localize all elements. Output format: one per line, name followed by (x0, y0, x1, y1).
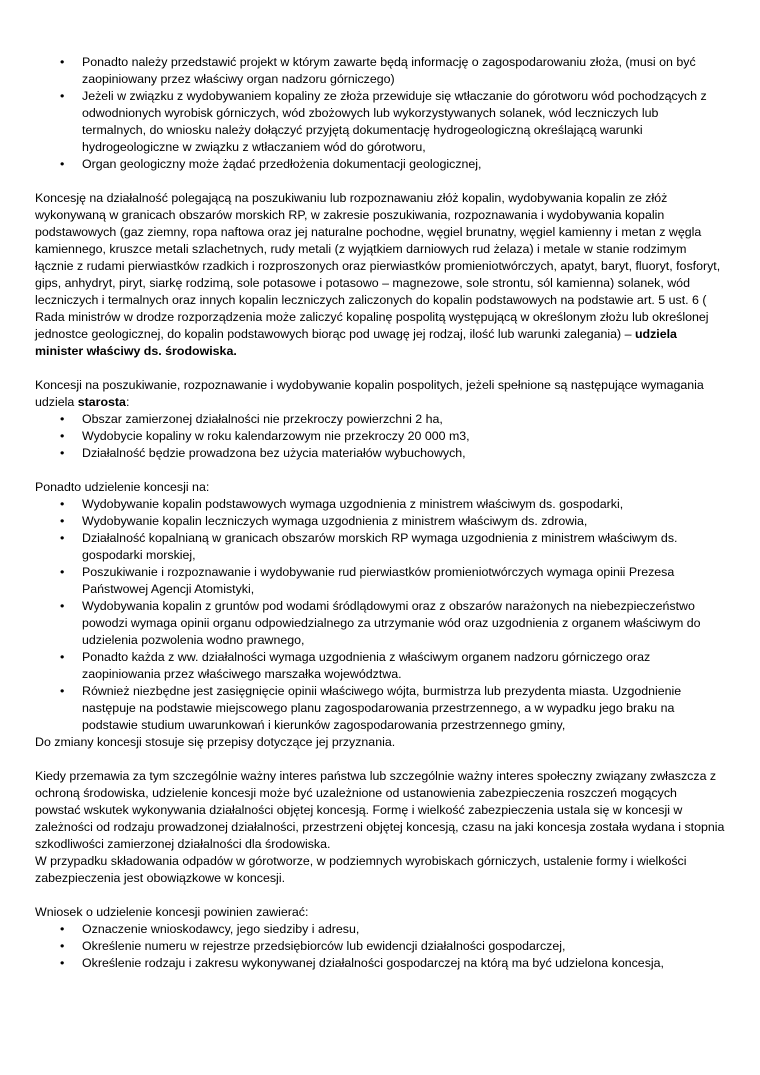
list-item (35, 649, 725, 683)
list-item (35, 428, 725, 445)
list-item-text: Ponadto należy przedstawić projekt w którym zawarte będą informację o zagospodarowaniu złoża, (musi on być zaopiniowany przez właściwy organ nadzoru górniczego) (82, 55, 696, 86)
bullet-icon: • (60, 429, 65, 443)
list-item (35, 496, 725, 513)
list-item-text: Poszukiwanie i rozpoznawanie i wydobywanie rud pierwiastków promieniotwórczych wymaga opinii Prezesa Państwowej Agencji Atomistyki, (82, 565, 675, 596)
list-item (35, 156, 725, 173)
list-item-text: Oznaczenie wnioskodawcy, jego siedziby i adresu, (82, 922, 360, 936)
ponadto-list (35, 496, 725, 734)
list-item (35, 564, 725, 598)
paragraph-starosta (35, 377, 725, 411)
paragraph-bold-text: udziela minister właściwy ds. środowiska. (35, 327, 677, 358)
list-item-text: Określenie numeru w rejestrze przedsiębiorców lub ewidencji działalności gospodarczej, (82, 939, 566, 953)
bullet-icon: • (60, 514, 65, 528)
intro-list (35, 54, 725, 173)
spacer (35, 173, 725, 190)
paragraph-text: Koncesji na poszukiwanie, rozpoznawanie i wydobywanie kopalin pospolitych, jeżeli spełnione są następujące wymagania udziela (35, 378, 704, 409)
spacer (35, 462, 725, 479)
bullet-icon: • (60, 956, 65, 970)
bullet-icon: • (60, 531, 65, 545)
list-item-text: Określenie rodzaju i zakresu wykonywanej działalności gospodarczej na którą ma być udzielona koncesja, (82, 956, 664, 970)
bullet-icon: • (60, 157, 65, 171)
list-item-text: Wydobywanie kopalin podstawowych wymaga uzgodnienia z ministrem właściwym ds. gospodarki, (82, 497, 624, 511)
list-item-text: Działalność kopalnianą w granicach obszarów morskich RP wymaga uzgodnienia z ministrem właściwym ds. gospodarki morskiej, (82, 531, 678, 562)
list-item-text: Wydobycie kopaliny w roku kalendarzowym nie przekroczy 20 000 m3, (82, 429, 470, 443)
list-item (35, 530, 725, 564)
list-item (35, 411, 725, 428)
spacer (35, 360, 725, 377)
spacer (35, 887, 725, 904)
list-item-text: Wydobywanie kopalin leczniczych wymaga uzgodnienia z ministrem właściwym ds. zdrowia, (82, 514, 588, 528)
paragraph-przypadku: W przypadku składowania odpadów w górotworze, w podziemnych wyrobiskach górniczych, ustalenie formy i wielkości zabezpieczenia jest obowiązkowe w koncesji. (35, 854, 687, 885)
list-item-text: Również niezbędne jest zasięgnięcie opinii właściwego wójta, burmistrza lub prezydenta miasta. Uzgodnienie następuje na podstawie miejscowego planu zagospodarowania przestrzennego, a w wypadku jego braku na podstawie studium uwarunkowań i kierunków zagospodarowania przestrzennego gminy, (82, 684, 682, 732)
list-item-text: Obszar zamierzonej działalności nie przekroczy powierzchni 2 ha, (82, 412, 443, 426)
list-item (35, 513, 725, 530)
list-item (35, 598, 725, 649)
paragraph-zmiany: Do zmiany koncesji stosuje się przepisy dotyczące jej przyznania. (35, 735, 396, 749)
paragraph-text: Koncesję na działalność polegającą na poszukiwaniu lub rozpoznawaniu złóż kopalin, wydobywania kopalin ze złóż wykonywaną w granicach obszarów morskich RP, w zakresie poszukiwania, rozpoznawania i wydobywania kopalin podstawowych (gaz ziemny, ropa naftowa oraz jej naturalne pochodne, węgiel brunatny, węgiel kamienny i metan z węgla kamiennego, kruszce metali szlachetnych, rudy metali (z wyjątkiem darniowych rud żelaza) i metale w stanie rodzimym łącznie z rudami pierwiastków rzadkich i rozproszonych oraz pierwiastków promieniotwórczych, apatyt, baryt, fluoryt, fosforyt, gips, anhydryt, piryt, siarkę rodzimą, sole potasowe i potasowo – magnezowe, sole strontu, sól kamienna) solanek, wód leczniczych i termalnych oraz innych kopalin leczniczych zaliczonych do kopalin podstawowych na podstawie art. 5 ust. 6 ( Rada ministrów w drodze rozporządzenia może zaliczyć kopalinę pospolitą występującą w określonym złożu lub określonej jednostce geologicznej, do kopalin podstawowych biorąc pod uwagę jej rodzaj, ilość lub warunki zalegania) – (35, 191, 721, 341)
bullet-icon: • (60, 497, 65, 511)
paragraph-wniosek: Wniosek o udzielenie koncesji powinien zawierać: (35, 905, 309, 919)
bullet-icon: • (60, 412, 65, 426)
list-item (35, 938, 725, 955)
paragraph-suffix: : (125, 395, 130, 409)
bullet-icon: • (60, 684, 65, 698)
list-item-text: Jeżeli w związku z wydobywaniem kopaliny ze złoża przewiduje się wtłaczanie do górotworu wód pochodzących z odwodnionych wyrobisk górniczych, wód zbożowych lub wykorzystywanych solanek, wód leczniczych lub termalnych, do wniosku należy dołączyć przyjętą dokumentację hydrogeologiczną określającą warunki hydrogeologiczne w związku z wtłaczaniem wód do górotworu, (82, 89, 707, 154)
wniosek-list (35, 921, 725, 972)
list-item-text: Organ geologiczny może żądać przedłożenia dokumentacji geologicznej, (82, 157, 482, 171)
list-item (35, 54, 725, 88)
starosta-list (35, 411, 725, 462)
paragraph-kiedy: Kiedy przemawia za tym szczególnie ważny interes państwa lub szczególnie ważny interes społeczny związany zwłaszcza z ochroną środowiska, udzielenie koncesji może być uzależnione od ustanowienia zabezpieczenia roszczeń mogących powstać wskutek wykonywania działalności objętej koncesją. Formę i wielkość zabezpieczenia ustala się w koncesji w zależności od rodzaju prowadzonej działalności, przestrzeni objętej koncesją, czasu na jaki koncesja została wydana i stopnia szkodliwości zamierzonej działalności dla środowiska. (35, 769, 725, 851)
bullet-icon: • (60, 650, 65, 664)
list-item (35, 683, 725, 734)
bullet-icon: • (60, 446, 65, 460)
paragraph-ponadto: Ponadto udzielenie koncesji na: (35, 480, 210, 494)
list-item (35, 955, 725, 972)
list-item-text: Ponadto każda z ww. działalności wymaga uzgodnienia z właściwym organem nadzoru górniczego oraz zaopiniowania przez właściwego marszałka województwa. (82, 650, 651, 681)
paragraph-minister (35, 190, 725, 360)
bullet-icon: • (60, 922, 65, 936)
document-body (35, 54, 725, 972)
spacer (35, 751, 725, 768)
bullet-icon: • (60, 55, 65, 69)
bullet-icon: • (60, 939, 65, 953)
list-item (35, 921, 725, 938)
list-item (35, 88, 725, 156)
bullet-icon: • (60, 599, 65, 613)
list-item-text: Wydobywania kopalin z gruntów pod wodami śródlądowymi oraz z obszarów narażonych na niebezpieczeństwo powodzi wymaga opinii organu odpowiedzialnego za utrzymanie wód oraz uzgodnienia z organem właściwym do udzielenia pozwolenia wodno prawnego, (82, 599, 701, 647)
bullet-icon: • (60, 89, 65, 103)
list-item-text: Działalność będzie prowadzona bez użycia materiałów wybuchowych, (82, 446, 466, 460)
list-item (35, 445, 725, 462)
paragraph-bold-text: starosta (77, 395, 126, 409)
bullet-icon: • (60, 565, 65, 579)
